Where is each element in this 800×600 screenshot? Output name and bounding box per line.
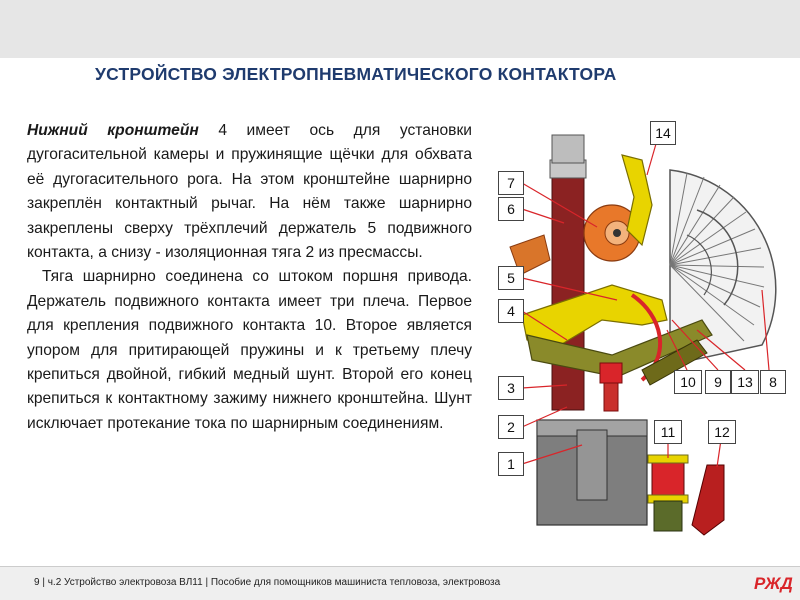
callout-9: 9	[705, 370, 731, 394]
callout-5: 5	[498, 266, 524, 290]
paragraph-1-rest: 4 имеет ось для установки дугогасительной камеры и пружинящие щёчки для обхвата её дугогасительного рога. На этом кронштейне шарнирно закреплён контактный рычаг. На нём также шарнирно закреплены сверху трёхплечий держатель 5 подвижного контакта, а снизу - изоляционная тяга 2 из пресмассы.	[27, 122, 472, 262]
callout-6: 6	[498, 197, 524, 221]
vertical-rod	[552, 160, 584, 410]
paragraph-2: Тяга шарнирно соединена со штоком поршня привода. Держатель подвижного контакта имеет три плеча. Первое для крепления подвижного контакта 10. Второе является упором для притирающей пружины и к третьему плечу крепиться двойной, гибкий медный шунт. Второй его конец крепиться к контактному зажиму нижнего кронштейна. Шунт исключает протекание тока по шарнирным соединениям.	[27, 268, 472, 432]
description-text	[27, 119, 472, 436]
callout-14: 14	[650, 121, 676, 145]
callout-3: 3	[498, 376, 524, 400]
callout-13: 13	[731, 370, 759, 394]
callout-12: 12	[708, 420, 736, 444]
top-band	[0, 0, 800, 58]
callout-1: 1	[498, 452, 524, 476]
callout-8: 8	[760, 370, 786, 394]
paragraph-1	[27, 119, 472, 265]
slide-title: УСТРОЙСТВО ЭЛЕКТРОПНЕВМАТИЧЕСКОГО КОНТАКТОРА	[95, 64, 617, 84]
contactor-diagram	[492, 115, 792, 555]
svg-text:РЖД: РЖД	[754, 574, 793, 593]
footer-text: 9 | ч.2 Устройство электровоза ВЛ11 | Пособие для помощников машиниста тепловоза, электровоза	[34, 577, 501, 588]
clamp-bracket	[692, 465, 724, 535]
callout-2: 2	[498, 415, 524, 439]
callout-11: 11	[654, 420, 682, 444]
callout-7: 7	[498, 171, 524, 195]
contactor-drawing	[492, 115, 792, 555]
rzd-logo-icon	[752, 570, 796, 596]
callout-10: 10	[674, 370, 702, 394]
paragraph-1-lead: Нижний кронштейн	[27, 122, 199, 139]
callout-4: 4	[498, 299, 524, 323]
footer	[0, 567, 800, 600]
insulator	[652, 460, 684, 500]
